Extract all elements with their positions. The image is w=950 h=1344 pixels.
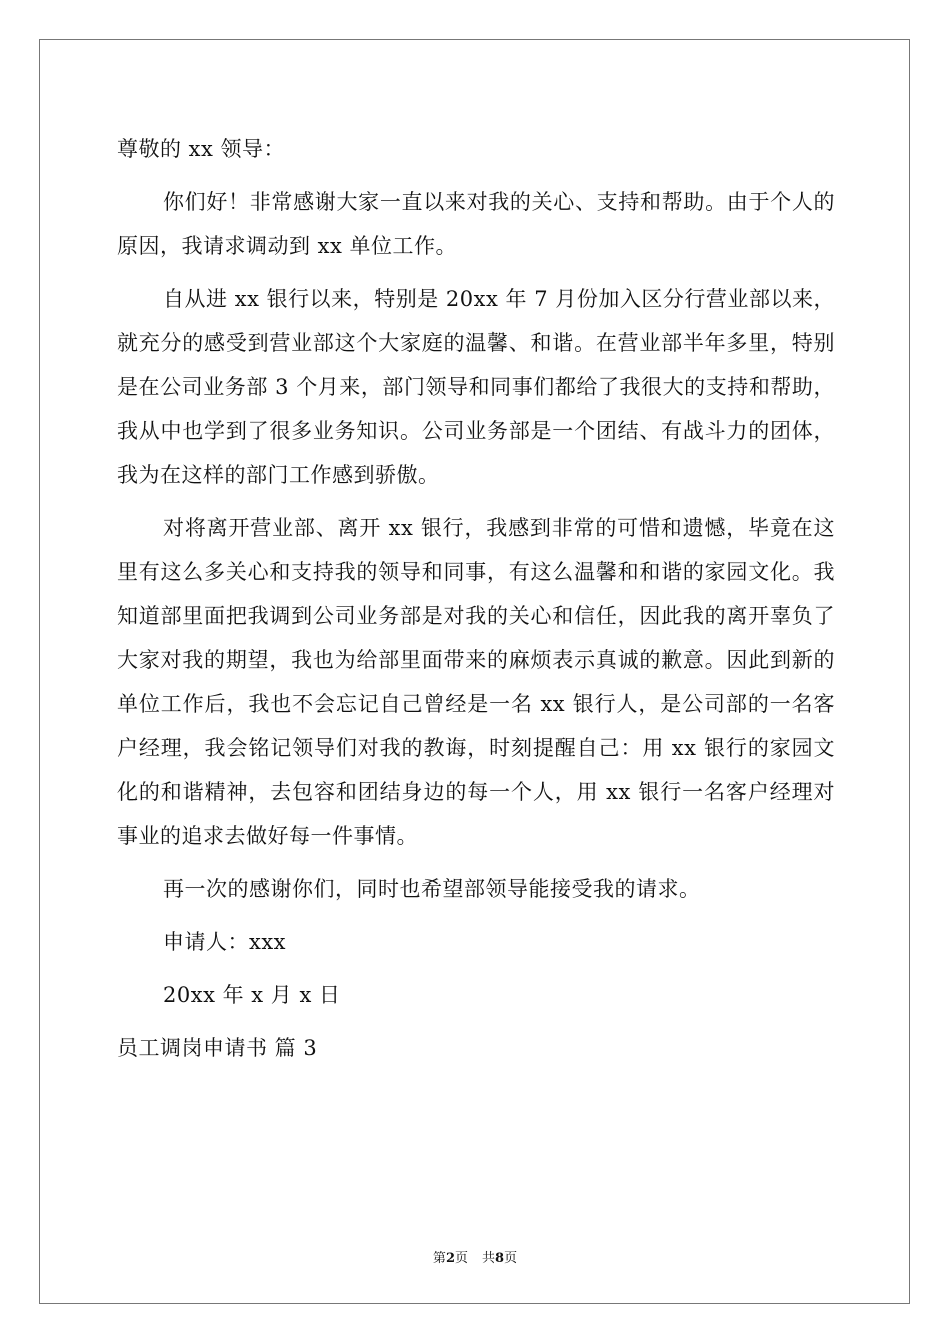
paragraph-thanks: 再一次的感谢你们，同时也希望部领导能接受我的请求。 [163, 877, 701, 901]
page-footer [0, 1247, 950, 1266]
paragraph-experience: 自从进 xx 银行以来，特别是 20xx 年 7 月份加入区分行营业部以来，就充分的感受到营业部这个大家庭的温馨、和谐。在营业部半年多里，特别是在公司业务部 3 个月来，部门领导和同事们都给了我很大的支持和帮助，我从中也学到了很多业务知识。公司业务部是一个团结、有战斗力的团体，我为在这样的部门工作感到骄傲。 [117, 287, 835, 487]
total-prefix: 共 [482, 1251, 496, 1266]
total-suffix: 页 [504, 1251, 518, 1266]
total-pages: 8 [495, 1251, 505, 1266]
page-number: 2 [445, 1251, 455, 1266]
page-suffix: 页 [454, 1251, 468, 1266]
applicant-line: 申请人：xxx [163, 930, 287, 954]
document-body [117, 127, 835, 1079]
salutation: 尊敬的 xx 领导： [117, 137, 286, 161]
next-section-heading: 员工调岗申请书 篇 3 [117, 1036, 318, 1060]
page-prefix: 第 [432, 1251, 446, 1266]
paragraph-regret: 对将离开营业部、离开 xx 银行，我感到非常的可惜和遗憾，毕竟在这里有这么多关心和支持我的领导和同事，有这么温馨和和谐的家园文化。我知道部里面把我调到公司业务部是对我的关心和信任，因此我的离开辜负了大家对我的期望，我也为给部里面带来的麻烦表示真诚的歉意。因此到新的单位工作后，我也不会忘记自己曾经是一名 xx 银行人，是公司部的一名客户经理，我会铭记领导们对我的教诲，时刻提醒自己：用 xx 银行的家园文化的和谐精神，去包容和团结身边的每一个人，用 xx 银行一名客户经理对事业的追求去做好每一件事情。 [117, 516, 835, 848]
paragraph-greeting: 你们好！非常感谢大家一直以来对我的关心、支持和帮助。由于个人的原因，我请求调动到 xx 单位工作。 [117, 190, 835, 258]
date-line: 20xx 年 x 月 x 日 [163, 983, 341, 1007]
